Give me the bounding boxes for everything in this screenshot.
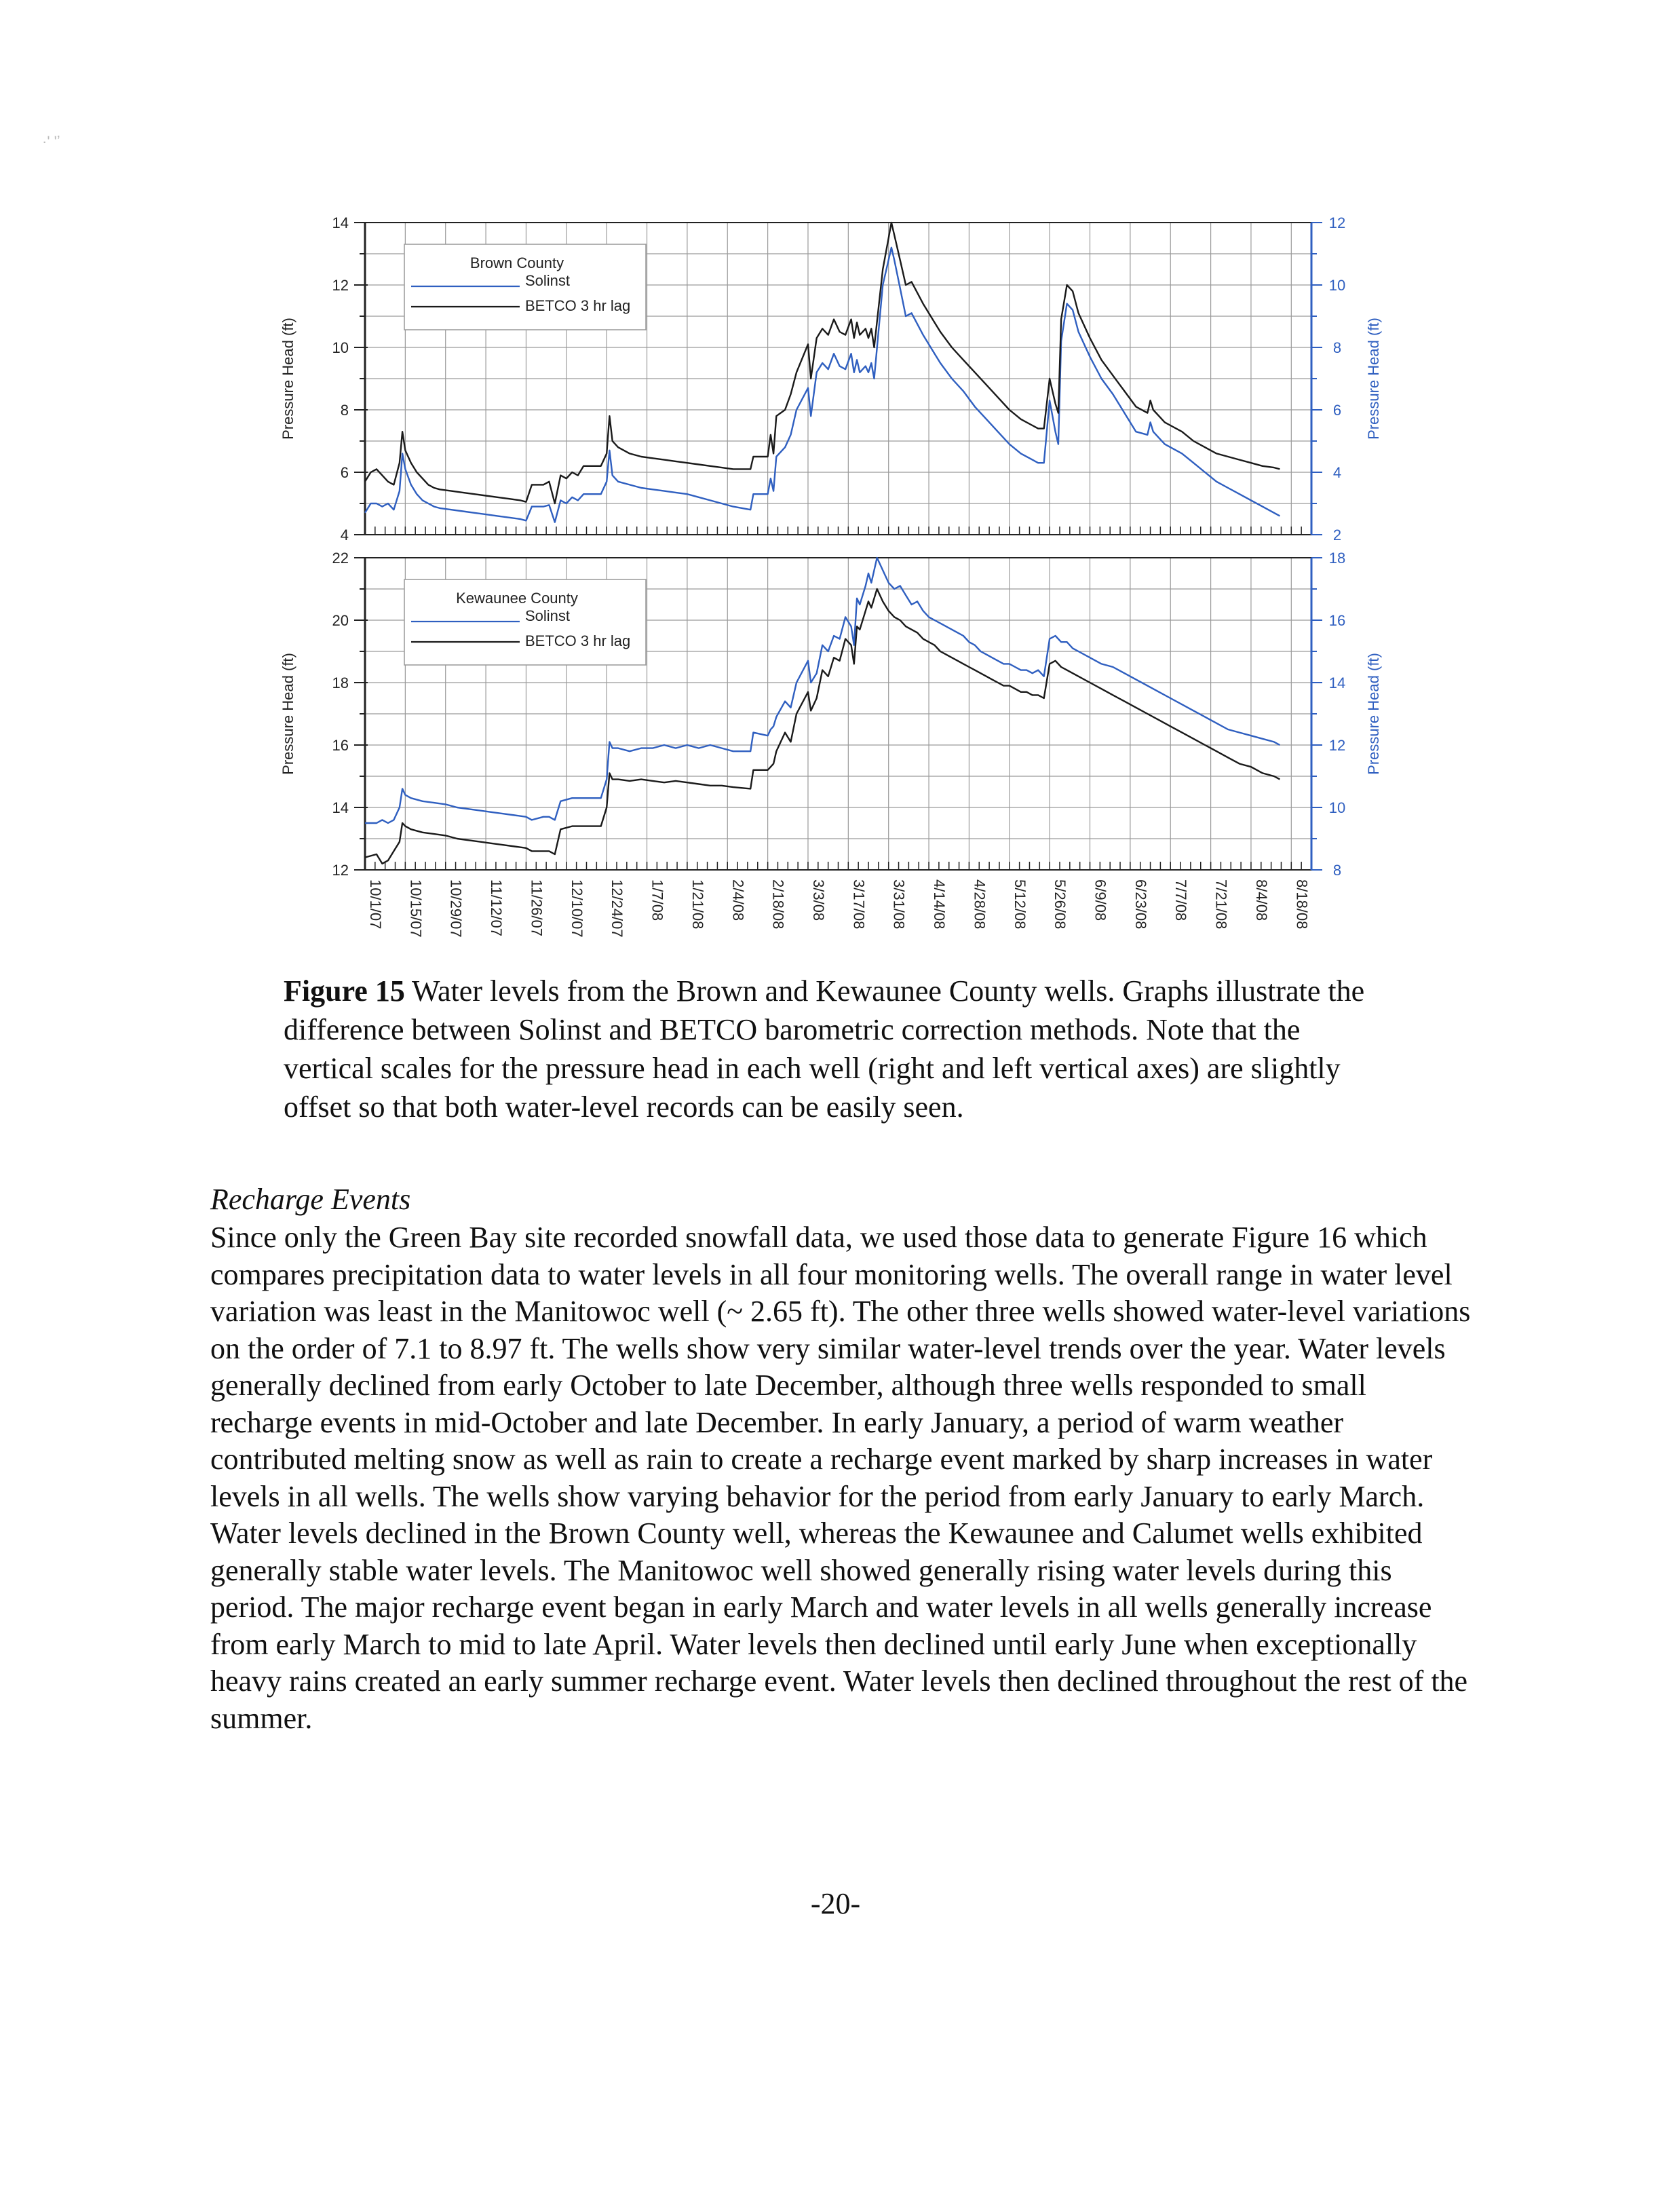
kewaunee-left-tick-label: 12 [332,862,349,879]
x-tick-label: 3/17/08 [850,879,868,930]
kewaunee-right-tick-label: 10 [1328,799,1346,816]
kewaunee-legend-label-betco: BETCO 3 hr lag [525,632,631,649]
x-tick-label: 2/4/08 [729,879,747,921]
figure-label: Figure 15 [284,974,405,1008]
brown-right-tick-label: 6 [1332,402,1342,419]
brown-right-tick-label: 10 [1328,277,1346,294]
brown-ylabel-right: Pressure Head (ft) [1365,318,1382,440]
section-heading: Recharge Events [210,1183,411,1216]
x-tick-label: 8/4/08 [1252,879,1270,921]
x-tick-label: 12/24/07 [609,879,626,938]
brown-legend [404,244,646,330]
x-tick-label: 7/21/08 [1212,879,1230,930]
brown-legend-label-solinst: Solinst [525,272,571,289]
scan-mark: ·' 'ʼ [42,133,60,150]
brown-left-tick-label: 4 [340,527,349,544]
kewaunee-legend-label-solinst: Solinst [525,607,571,624]
brown-left-tick-label: 12 [332,277,349,294]
x-tick-label: 11/26/07 [528,879,545,937]
kewaunee-left-tick-label: 20 [332,612,349,629]
figure-caption [284,972,1369,1126]
kewaunee-right-tick-label: 16 [1328,612,1346,629]
brown-right-tick-label: 12 [1328,214,1346,231]
kewaunee-left-tick-label: 14 [332,799,349,816]
kewaunee-left-tick-label: 16 [332,737,349,754]
x-tick-label: 12/10/07 [568,879,585,938]
kewaunee-legend [404,579,646,665]
kewaunee-right-tick-label: 14 [1328,674,1346,691]
kewaunee-left-tick-label: 18 [332,674,349,691]
x-tick-label: 1/7/08 [649,879,666,921]
x-tick-label: 3/3/08 [809,879,827,921]
kewaunee-right-tick-label: 8 [1332,862,1342,879]
x-tick-label: 3/31/08 [890,879,908,930]
x-tick-label: 10/1/07 [367,879,384,930]
figure-15-chart [258,197,1398,957]
brown-legend-label-betco: BETCO 3 hr lag [525,297,631,314]
x-tick-label: 10/29/07 [447,879,465,938]
x-tick-label: 10/15/07 [407,879,425,938]
brown-ylabel-left: Pressure Head (ft) [280,318,296,440]
body-paragraph: Since only the Green Bay site recorded snowfall data, we used those data to generate Figure 16 which compares precipitation data to water levels in all four monitoring wells. The overall range in water level variation was least in the Manitowoc well (~ 2.65 ft). The other three wells showed water-level variations on the order of 7.1 to 8.97 ft. The wells show very similar water-level trends over the year. Water levels generally declined from early October to late December, although three wells responded to small recharge events in mid-October and late December. In early January, a period of warm weather contributed melting snow as well as rain to create a recharge event marked by sharp increases in water levels in all wells. The wells show varying behavior for the period from early January to early March. Water levels declined in the Brown County well, whereas the Kewaunee and Calumet wells exhibited generally stable water levels. The Manitowoc well showed generally rising water levels during this period. The major recharge event began in early March and water levels in all wells generally increase from early March to mid to late April. Water levels then declined until early June when exceptionally heavy rains created an early summer recharge event. Water levels then declined throughout the rest of the summer. [210,1221,1471,1735]
kewaunee-right-tick-label: 12 [1328,737,1346,754]
kewaunee-left-tick-label: 22 [332,550,349,567]
x-tick-label: 5/12/08 [1011,879,1029,930]
kewaunee-panel [280,550,1382,879]
x-tick-label: 2/18/08 [769,879,787,930]
kewaunee-legend-title: Kewaunee County [456,590,578,607]
x-tick-label: 6/23/08 [1132,879,1149,930]
brown-left-tick-label: 8 [340,402,349,419]
brown-right-tick-label: 4 [1332,464,1342,481]
brown-right-tick-label: 2 [1332,527,1342,544]
brown-left-tick-label: 14 [332,214,349,231]
x-tick-label: 7/7/08 [1172,879,1190,921]
page-number: -20- [810,1887,861,1920]
x-tick-label: 11/12/07 [488,879,505,937]
x-tick-label: 8/18/08 [1293,879,1311,930]
x-tick-label: 4/14/08 [931,879,948,930]
x-tick-label: 6/9/08 [1092,879,1109,921]
kewaunee-ylabel-right: Pressure Head (ft) [1365,653,1382,775]
x-tick-label: 1/21/08 [689,879,706,930]
x-tick-label: 5/26/08 [1052,879,1069,930]
brown-left-tick-label: 6 [340,464,349,481]
x-tick-label: 4/28/08 [971,879,988,930]
figure-caption-text: Water levels from the Brown and Kewaunee County wells. Graphs illustrate the difference between Solinst and BETCO barometric correction methods. Note that the vertical scales for the pressure head in each well (right and left vertical axes) are slightly offset so that both water-level records can be easily seen. [284,974,1365,1124]
kewaunee-right-tick-label: 18 [1328,550,1346,567]
brown-right-tick-label: 8 [1332,339,1342,356]
brown-panel [280,214,1382,544]
kewaunee-ylabel-left: Pressure Head (ft) [280,653,296,775]
brown-left-tick-label: 10 [332,339,349,356]
brown-legend-title: Brown County [469,254,564,271]
